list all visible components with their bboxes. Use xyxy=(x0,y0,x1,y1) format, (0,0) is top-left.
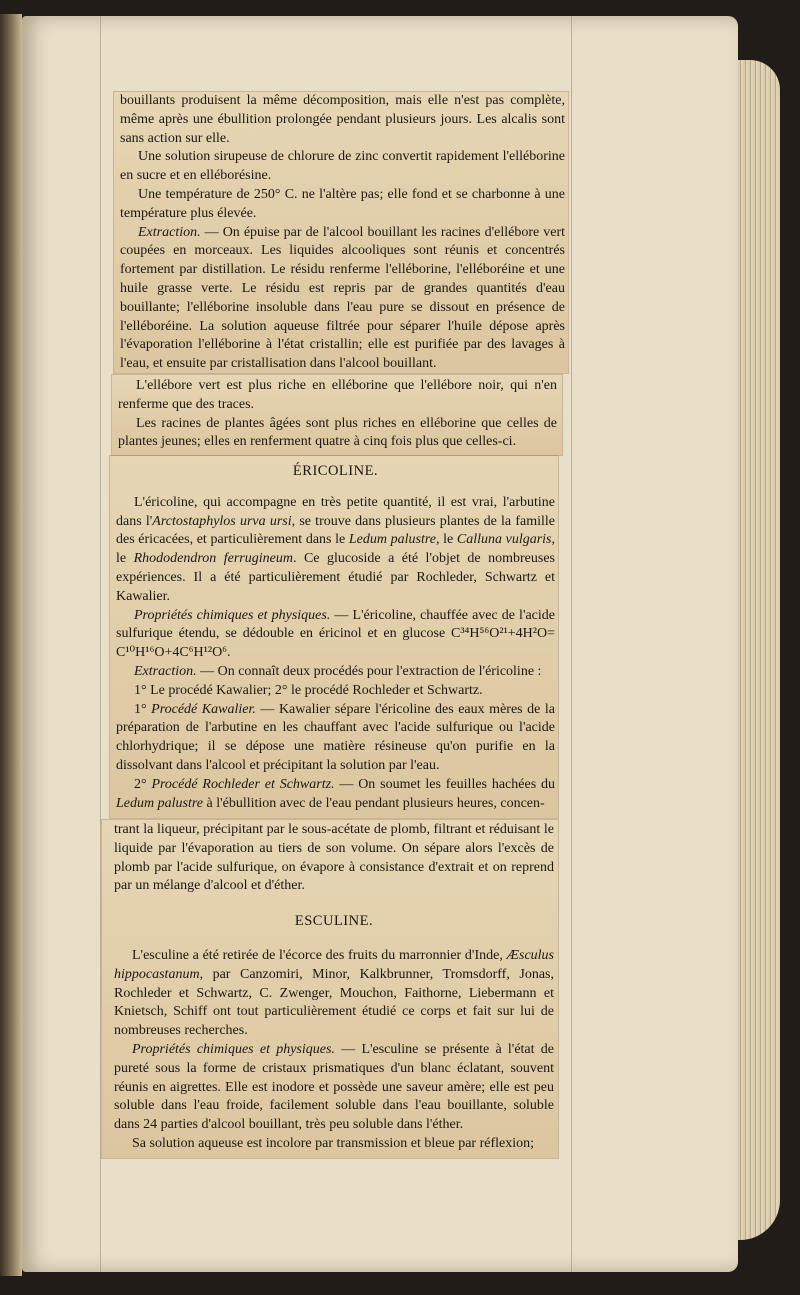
left-margin-rule xyxy=(100,16,101,1272)
species-name: Ledum palustre xyxy=(116,795,203,811)
paragraph-text: — On épuise par de l'alcool bouillant les racines d'ellébore vert coupées en morceaux. Les liquides alcooliques sont réunis et concentrés fortement par distillation. Le résidu renferme l'elléborine, l'elléboréine et une huile grasse verte. Le résidu est repris par de grandes quantités d'eau bouillante; l'elléborine insoluble dans l'eau pure se dissout en présence de l'elléboréine. La solution aqueuse filtrée pour séparer l'huile dépose après l'évaporation l'elléborine à l'état cristallin; elle est purifiée par des lavages à l'eau, et ensuite par cristallisation dans l'alcool bouillant. xyxy=(120,224,565,372)
clipping-ericoline xyxy=(110,456,558,818)
section-heading-esculine: ESCULINE. xyxy=(294,913,374,930)
text: — L'esculine se présente à l'état de pureté sous la forme de cristaux prismatiques d'un blanc éclatant, souvent réunis en aigrettes. Elle est inodore et possède une saveur amère; elle est peu soluble dans l'eau froide, facilement soluble dans l'eau bouillante, soluble dans 24 parties d'alcool bouillant, très peu soluble dans l'éther. xyxy=(114,1041,555,1133)
paragraph: Sa solution aqueuse est incolore par transmission et bleue par réflexion; xyxy=(132,1135,535,1151)
section-label: Extraction. xyxy=(138,224,201,240)
paragraph xyxy=(116,776,555,814)
text: 1° xyxy=(134,701,152,717)
paragraph xyxy=(116,607,555,663)
text: — Kawalier sépare l'éricoline des eaux mères de la préparation de l'arbutine en les chauffant avec l'acide sulfurique ou l'acide chlorhydrique; il se dépose une matière résineuse qu'on purifie en la dissolvant dans l'alcool et précipitant la solution par l'eau. xyxy=(116,701,555,773)
text: — L'éricoline, chauffée avec de l'acide sulfurique étendu, se dédouble en éricinol et en glucose C³⁴H⁵⁶O²¹+4H²O= C¹⁰H¹⁶O+4C⁶H¹²O⁶. xyxy=(116,607,555,661)
species-name: Rhododendron ferrugineum xyxy=(133,551,293,567)
previous-page-edge xyxy=(0,14,22,1276)
section-label: Propriétés chimiques et physiques. xyxy=(132,1041,335,1057)
species-name: Ledum palustre xyxy=(348,532,436,548)
clipping-elleborine-end xyxy=(114,92,568,373)
text: L'éricoline, qui accompagne en très petite quantité, il est vrai, l'arbutine dans l' xyxy=(116,494,555,529)
paragraph xyxy=(116,494,555,607)
paragraph xyxy=(116,663,555,682)
paragraph: trant la liqueur, précipitant par le sous-acétate de plomb, filtrant et réduisant le liquide par l'évaporation au tiers de son volume. On sépare alors l'excès de plomb par l'acide sulfurique, on évapore à consistance d'extrait et on reprend par un mélange d'alcool et d'éther. xyxy=(114,822,554,894)
species-name: Calluna vulgaris xyxy=(456,532,552,548)
clipping-ellebore-notes xyxy=(112,375,562,455)
text: , par Canzomiri, Minor, Kalkbrunner, Tromsdorff, Jonas, Rochleder et Schwartz, C. Zwenger, Mouchon, Faithorne, Liebermann et Knietsch, Schiff ont tout particulièrement étudié ce corps et fait sur lui de nombreuses recherches. xyxy=(114,966,554,1039)
section-label: Procédé Rochleder et Schwartz. xyxy=(151,776,335,792)
text-line: même après une ébullition prolongée pendant plusieurs jours. Les alcalis sont xyxy=(120,111,565,127)
right-margin-rule xyxy=(571,16,572,1272)
species-name: Arctostaphylos urva ursi xyxy=(152,513,292,529)
text: . Ce glucoside a été l'objet de nombreuses expériences. Il a été particulièrement étudié par Rochleder, Schwartz et Kawalier. xyxy=(116,551,555,604)
paragraph xyxy=(116,701,555,776)
section-label: Propriétés chimiques et physiques. xyxy=(134,607,331,623)
section-label: Procédé Kawalier. xyxy=(151,701,256,717)
paragraph: L'ellébore vert est plus riche en elléborine que l'ellébore noir, qui n'en renferme que des traces. xyxy=(118,378,557,412)
text: 2° xyxy=(134,776,152,792)
extraction-paragraph xyxy=(120,224,565,374)
paragraph xyxy=(114,1041,554,1135)
text: à l'ébullition avec de l'eau pendant plusieurs heures, concen- xyxy=(202,795,545,811)
text-line: bouillants produisent la même décomposition, mais elle n'est pas complète, xyxy=(120,93,565,108)
species-name: Æsculus hippocastanum xyxy=(114,947,554,982)
paragraph: Une solution sirupeuse de chlorure de zinc convertit rapidement l'elléborine en sucre et en elléborésine. xyxy=(120,149,565,184)
text: L'esculine a été retirée de l'écorce des fruits du marronnier d'Inde, xyxy=(132,947,507,963)
section-label: Extraction. xyxy=(134,663,197,679)
text: — On connaît deux procédés pour l'extraction de l'éricoline : xyxy=(196,663,542,679)
text: — On soumet les feuilles hachées du xyxy=(334,776,555,792)
text: , le xyxy=(116,532,556,567)
section-heading-ericoline: ÉRICOLINE. xyxy=(292,463,379,479)
clipping-esculine xyxy=(102,820,558,1158)
paragraph xyxy=(114,947,554,1041)
text: , se trouve dans plusieurs plantes de la famille des éricacées, et particulièrement dans le xyxy=(116,513,555,548)
text-line: sans action sur elle. xyxy=(120,130,230,146)
text: , le xyxy=(435,532,457,548)
paragraph: Une température de 250° C. ne l'altère pas; elle fond et se charbonne à une température plus élevée. xyxy=(120,186,565,221)
paragraph: 1° Le procédé Kawalier; 2° le procédé Rochleder et Schwartz. xyxy=(134,682,483,698)
paragraph: Les racines de plantes âgées sont plus riches en elléborine que celles de plantes jeunes; elles en renferment quatre à cinq fois plus que celles-ci. xyxy=(118,415,557,450)
